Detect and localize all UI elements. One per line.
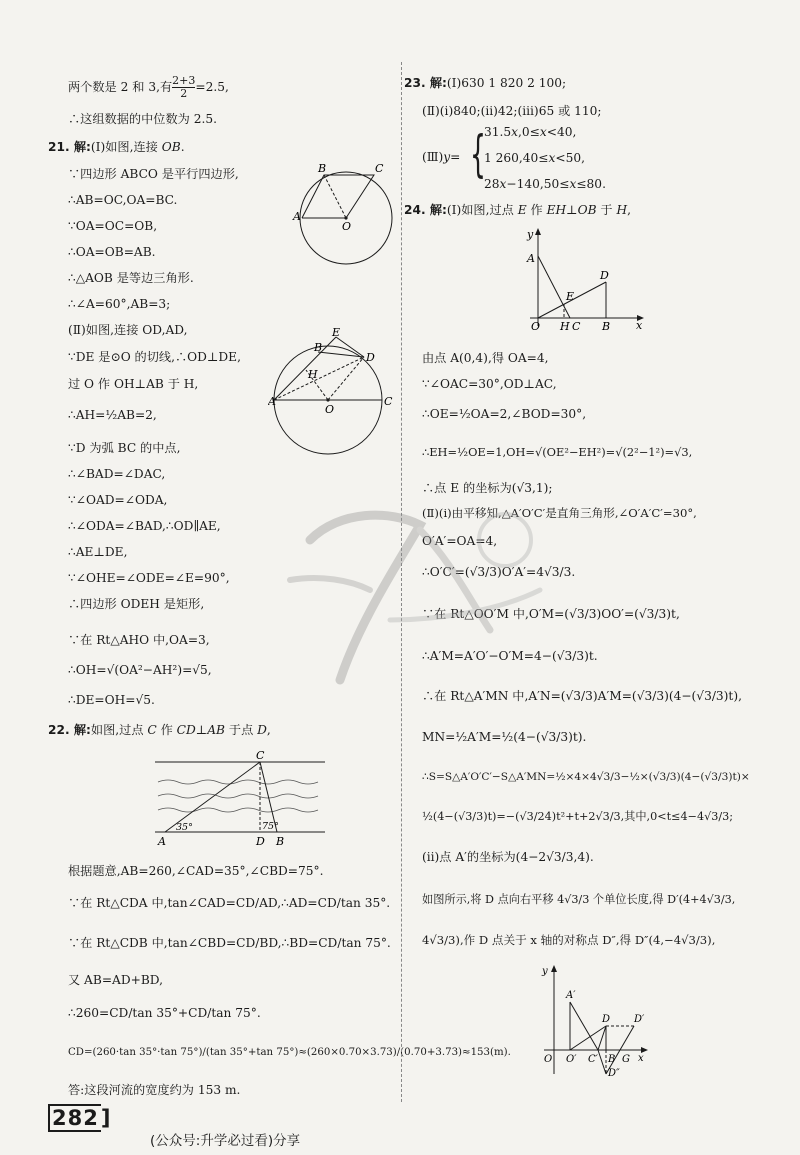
label-B: B <box>602 320 611 333</box>
text-line: 23. 解:(Ⅰ)630 1 820 2 100; <box>404 76 567 90</box>
text-line: ∴OE=½OA=2,∠BOD=30°, <box>422 407 587 421</box>
text-line: ∴四边形 ODEH 是矩形, <box>68 597 205 611</box>
text-line: ∴S=S△A′O′C′−S△A′MN=½×4×4√3/3−½×(√3/3)(4−(√3/3)t)× <box>422 771 750 783</box>
page-number: 282] <box>48 1106 111 1130</box>
label-O: O <box>531 320 541 333</box>
text-line: ∵DE 是⊙O 的切线,∴OD⊥DE, <box>68 350 241 364</box>
text-line: ∴O′C′=(√3/3)O′A′=4√3/3. <box>422 565 576 579</box>
text-line: 根据题意,AB=260,∠CAD=35°,∠CBD=75°. <box>68 864 324 878</box>
label-E: E <box>566 290 575 303</box>
text-line: ∴AH=½AB=2, <box>68 408 157 422</box>
text-line: ∵∠OHE=∠ODE=∠E=90°, <box>68 571 230 585</box>
label-O: O <box>325 403 335 416</box>
label-O: O <box>544 1054 553 1065</box>
text-line: ∵四边形 ABCO 是平行四边形, <box>68 167 239 181</box>
text-line: 24. 解:(Ⅰ)如图,过点 E 作 EH⊥OB 于 H, <box>404 203 631 217</box>
text-line: O′A′=OA=4, <box>422 534 498 548</box>
text-line: 4√3/3),作 D 点关于 x 轴的对称点 D″,得 D″(4,−4√3/3), <box>422 933 716 947</box>
label-D: D <box>602 1014 611 1025</box>
text-line: ∴OH=√(OA²−AH²)=√5, <box>68 663 212 677</box>
label-B: B <box>314 341 323 354</box>
label-E: E <box>332 326 341 339</box>
label-A: A <box>293 210 301 223</box>
text-line: ½(4−(√3/3)t)=−(√3/24)t²+t+2√3/3,其中,0<t≤4−4√3/3; <box>422 810 733 823</box>
coordinate-figure-2 <box>536 962 656 1077</box>
watermark-logo <box>270 470 560 700</box>
text-line: ∵∠OAD=∠ODA, <box>68 493 168 507</box>
label-D: D <box>600 269 609 282</box>
text-line: ∵∠OAC=30°,OD⊥AC, <box>422 377 557 391</box>
text-line: ∴AB=OC,OA=BC. <box>68 193 178 207</box>
text-line: 由点 A(0,4),得 OA=4, <box>422 351 549 365</box>
text-line: 两个数是 2 和 3,有 $\frac{2+3}{2}$ =2.5, <box>68 74 229 100</box>
label-B: B <box>318 162 327 175</box>
label-D-prime: D′ <box>634 1014 645 1025</box>
text-line: ∴AE⊥DE, <box>68 545 128 559</box>
text-line: ∴∠BAD=∠DAC, <box>68 467 166 481</box>
label-C: C <box>375 162 384 175</box>
text-line: (ⅱ)点 A′的坐标为(4−2√3/3,4). <box>422 850 594 864</box>
text-line: ∵在 Rt△CDA 中,tan∠CAD=CD/AD,∴AD=CD/tan 35°. <box>68 896 391 910</box>
label-A: A <box>527 252 535 265</box>
text-line: ∴A′M=A′O′−O′M=4−(√3/3)t. <box>422 649 598 663</box>
text-line: ∴在 Rt△A′MN 中,A′N=(√3/3)A′M=(√3/3)(4−(√3/3)t), <box>422 689 742 703</box>
text-line: 答:这段河流的宽度约为 153 m. <box>68 1083 241 1097</box>
label-G: G <box>622 1054 630 1065</box>
label-O-prime: O′ <box>566 1054 577 1065</box>
label-y: y <box>542 966 548 977</box>
angle-35-label: 35° <box>176 822 193 833</box>
text-line: 又 AB=AD+BD, <box>68 973 163 987</box>
text-line: ∴这组数据的中位数为 2.5. <box>68 112 218 126</box>
text-line: 22. 解:如图,过点 C 作 CD⊥AB 于点 D, <box>48 723 271 737</box>
text-line: 如图所示,将 D 点向右平移 4√3/3 个单位长度,得 D′(4+4√3/3, <box>422 893 736 906</box>
text-line: ∴∠ODA=∠BAD,∴OD∥AE, <box>68 519 221 533</box>
text-line: ∴点 E 的坐标为(√3,1); <box>422 481 553 495</box>
label-A: A <box>158 835 166 848</box>
text-line: ∴DE=OH=√5. <box>68 693 155 707</box>
text-line: 21. 解:(Ⅰ)如图,连接 OB. <box>48 140 185 154</box>
label-D-double-prime: D″ <box>608 1068 620 1077</box>
text-line: ∵D 为弧 BC 的中点, <box>68 441 181 455</box>
circle-parallelogram-figure <box>290 162 400 267</box>
label-H: H <box>308 368 318 381</box>
text-line: ∵在 Rt△AHO 中,OA=3, <box>68 633 210 647</box>
label-O: O <box>342 220 352 233</box>
label-C: C <box>256 750 265 762</box>
text-line: ∴EH=½OE=1,OH=√(OE²−EH²)=√(2²−1²)=√3, <box>422 445 693 459</box>
text-line: ∴△AOB 是等边三角形. <box>68 271 194 285</box>
text-line: ∴∠A=60°,AB=3; <box>68 297 171 311</box>
coordinate-figure-1 <box>522 226 652 336</box>
label-A: A <box>268 395 276 408</box>
text-line: ∴OA=OB=AB. <box>68 245 156 259</box>
text-line: ∵在 Rt△OO′M 中,O′M=(√3/3)OO′=(√3/3)t, <box>422 607 680 621</box>
answer-page: 两个数是 2 和 3,有 $\frac{2+3}{2}$ =2.5, ∴这组数据的中位数为 2.5. 21. 解:(Ⅰ)如图,连接 OB. ∵四边形 ABCO 是平行四边形, ∴AB=OC,OA=BC. ∵OA=OC=OB, ∴OA=OB=AB. ∴△AOB 是等边三角形. ∴∠A=60°,AB=3; (Ⅱ)如图,连接 OD,AD, ∵DE 是⊙O 的切线,∴OD⊥DE, 过 O 作 OH⊥AB 于 H, ∴AH=½AB=2, ∵D 为弧 BC 的中点, ∴∠BAD=∠DAC, ∵∠OAD=∠ODA, ∴∠ODA=∠BAD,∴OD∥AE, ∴AE⊥DE, ∵∠OHE=∠ODE=∠E=90°, ∴四边形 ODEH 是矩形, ∵在 Rt△AHO 中,OA=3, ∴OH=√(OA²−AH²)=√5, ∴DE=OH=√5. 22. 解:如图,过点 C 作 CD⊥AB 于点 D, 根据题意,AB=260,∠CAD=35°,∠CBD=75°. ∵在 Rt△CDA 中,tan∠CAD=CD/AD,∴AD=CD/tan 35°. ∵在 Rt△CDB 中,tan∠CBD=CD/BD,∴BD=CD/tan 75°. 又 AB=AD+BD, ∴260=CD/tan 35°+CD/tan 75°. CD=(260·tan 35°·tan 75°)/(tan 35°+tan 75°)≈(260×0.70×3.73)/(0.70+3.73)≈153(m). 答:这段河流的宽度约为 153 m. A B C O A B C D E H O C A D B 35° 75° 23. 解:(Ⅰ)630 1 820 2 100; (Ⅱ)(ⅰ)840;(ⅱ)42;(ⅲ)65 或 110; (Ⅲ)y= { 31.5x,0≤x<40, 1 260,40≤x<50, 28x−140,50≤x≤80. 24. 解:(Ⅰ)如图,过点 E 作 EH⊥OB 于 H, A D E O H C B x y 由点 A(0,4),得 OA=4, ∵∠OAC=30°,OD⊥AC, ∴OE=½OA=2,∠BOD=30°, ∴EH=½OE=1,OH=√(OE²−EH²)=√(2²−1²)=√3, ∴点 E 的坐标为(√3,1); (Ⅱ)(ⅰ)由平移知,△A′O′C′是直角三角形,∠O′A′C′=30°, O′A′=OA=4, ∴O′C′=(√3/3)O′A′=4√3/3. ∵在 Rt△OO′M 中,O′M=(√3/3)OO′=(√3/3)t, ∴A′M=A′O′−O′M=4−(√3/3)t. ∴在 Rt△A′MN 中,A′N=(√3/3)A′M=(√3/3)(4−(√3/3)t), MN=½A′M=½(4−(√3/3)t). ∴S=S△A′O′C′−S△A′MN=½×4×4√3/3−½×(√3/3)(4−(√3/3)t)× ½(4−(√3/3)t)=−(√3/24)t²+t+2√3/3,其中,0<t≤4−4√3/3; (ⅱ)点 A′的坐标为(4−2√3/3,4). 如图所示,将 D 点向右平移 4√3/3 个单位长度,得 D′(4+4√3/3, 4√3/3),作 D 点关于 x 轴的对称点 D″,得 D″(4,−4√3/3), A′ D D′ D″ O O′ C′ B G x y 282] (公众号:升学必过看)分享 <box>0 0 800 1155</box>
text-line: ∵OA=OC=OB, <box>68 219 158 233</box>
angle-75-label: 75° <box>262 821 279 832</box>
label-B: B <box>276 835 285 848</box>
label-B: B <box>608 1054 616 1065</box>
label-C: C <box>572 320 581 333</box>
text-line: 过 O 作 OH⊥AB 于 H, <box>68 377 199 391</box>
text-line: (Ⅱ)(ⅰ)由平移知,△A′O′C′是直角三角形,∠O′A′C′=30°, <box>422 506 697 520</box>
label-y: y <box>527 228 534 241</box>
river-width-figure <box>150 750 330 850</box>
label-H: H <box>560 320 570 333</box>
footer-credit: (公众号:升学必过看)分享 <box>150 1133 301 1149</box>
label-x: x <box>636 319 643 332</box>
text-line: ∴260=CD/tan 35°+CD/tan 75°. <box>68 1006 261 1020</box>
label-A-prime: A′ <box>566 990 576 1001</box>
text-line: CD=(260·tan 35°·tan 75°)/(tan 35°+tan 75°)≈(260×0.70×3.73)/(0.70+3.73)≈153(m). <box>68 1047 511 1058</box>
label-D: D <box>256 835 265 848</box>
text-line: (Ⅱ)(ⅰ)840;(ⅱ)42;(ⅲ)65 或 110; <box>422 104 602 118</box>
label-x: x <box>638 1053 644 1064</box>
text-line: (Ⅱ)如图,连接 OD,AD, <box>68 323 188 337</box>
text-line: MN=½A′M=½(4−(√3/3)t). <box>422 730 587 744</box>
circle-tangent-figure <box>268 325 398 485</box>
label-D: D <box>366 351 375 364</box>
label-C: C <box>384 395 393 408</box>
label-C-prime: C′ <box>588 1054 598 1065</box>
text-line: ∵在 Rt△CDB 中,tan∠CBD=CD/BD,∴BD=CD/tan 75°. <box>68 936 391 950</box>
